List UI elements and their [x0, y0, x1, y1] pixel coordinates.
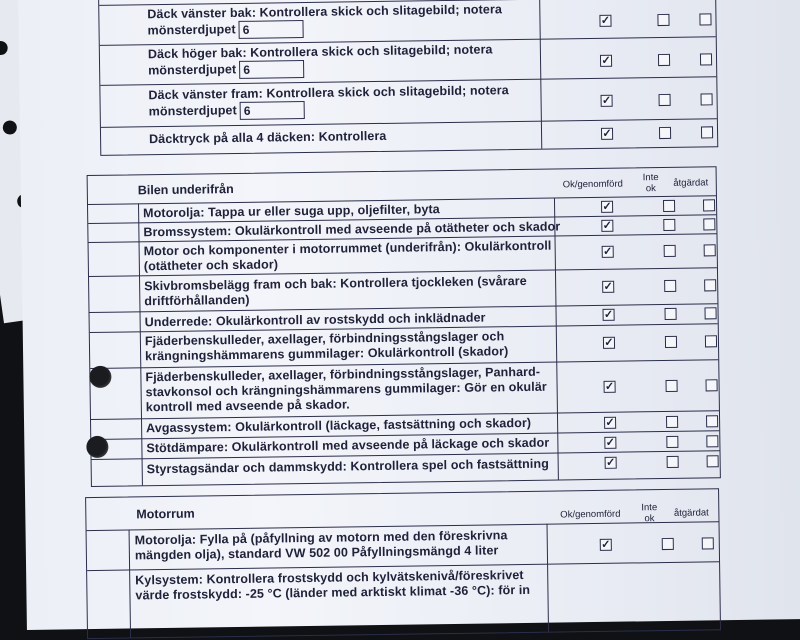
ok-checkbox[interactable]: ✓ — [601, 538, 611, 551]
atgardat-checkbox[interactable] — [704, 244, 716, 256]
ok-checkbox[interactable]: ✓ — [600, 14, 611, 27]
section-title: Motorrum — [136, 506, 195, 522]
ok-checkbox[interactable]: ✓ — [601, 94, 612, 107]
col-header-atgardat: åtgärdat — [673, 177, 709, 189]
check-item-label: Fjäderbenskulleder, axellager, förbindningsstångslager, Panhard- stavkonsol och krängningshämmarens gummilager: Gör en okulär kontroll med avseende på skador. — [145, 364, 547, 415]
atgardat-checkbox[interactable] — [701, 93, 713, 105]
ok-checkbox[interactable]: ✓ — [605, 416, 615, 429]
check-item-label: Motor och komponenter i motorrummet (underifrån): Okulärkontroll (otätheter och skador) — [143, 238, 552, 274]
inte-ok-checkbox[interactable] — [666, 416, 678, 428]
tread-depth-field[interactable]: 6 — [239, 60, 304, 79]
atgardat-checkbox[interactable] — [701, 126, 713, 138]
ok-checkbox[interactable]: ✓ — [601, 54, 611, 67]
inte-ok-checkbox[interactable] — [659, 94, 671, 106]
ok-checkbox[interactable]: ✓ — [605, 456, 616, 469]
ok-checkbox[interactable]: ✓ — [604, 336, 614, 349]
inte-ok-checkbox[interactable] — [662, 538, 674, 550]
atgardat-checkbox[interactable] — [705, 335, 717, 347]
atgardat-checkbox[interactable] — [699, 13, 711, 25]
inte-ok-checkbox[interactable] — [664, 245, 676, 257]
check-item-label: Stötdämpare: Okulärkontroll med avseende på läckage och skador — [146, 435, 550, 456]
col-header-ok: Ok/genomförd — [560, 508, 621, 521]
check-item-label: Motorolja: Tappa ur eller suga upp, oljefilter, byta — [143, 202, 440, 221]
ok-checkbox[interactable]: ✓ — [603, 280, 613, 293]
atgardat-checkbox[interactable] — [704, 307, 716, 319]
col-header-ok: Ok/genomförd — [562, 178, 623, 191]
col-header-atgardat: åtgärdat — [673, 507, 709, 519]
check-item-label: Kylsystem: Kontrollera frostskydd och kylvätskenivå/föreskrivet värde frostskydd: -25 °C (länder med arktiskt klimat -36 °C): för in — [135, 567, 531, 603]
check-item-label: Styrstagsändar och dammskydd: Kontrollera spel och fastsättning — [146, 456, 549, 477]
col-header-inte-ok: Inte ok — [642, 172, 659, 195]
atgardat-checkbox[interactable] — [702, 537, 714, 549]
punch-hole — [2, 120, 18, 136]
atgardat-checkbox[interactable] — [706, 415, 718, 427]
ok-checkbox[interactable]: ✓ — [603, 245, 613, 258]
section-title: Bilen underifrån — [137, 182, 234, 198]
inte-ok-checkbox[interactable] — [667, 456, 679, 468]
underbody-section — [87, 166, 721, 487]
ok-checkbox[interactable]: ✓ — [602, 219, 613, 232]
atgardat-checkbox[interactable] — [700, 53, 712, 65]
atgardat-checkbox[interactable] — [706, 435, 718, 447]
inte-ok-checkbox[interactable] — [657, 14, 669, 26]
inte-ok-checkbox[interactable] — [665, 308, 677, 320]
ok-checkbox[interactable]: ✓ — [605, 436, 616, 449]
tread-depth-field[interactable]: 6 — [239, 20, 304, 39]
tread-depth-field[interactable]: 6 — [240, 101, 305, 120]
inspection-form-page — [18, 0, 800, 630]
check-item-label: Bromssystem: Okulärkontroll med avseende på otätheter och skador — [143, 219, 561, 240]
tire-row-label: Däck vänster bak: Kontrollera skick och slitagebild; notera mönsterdjupet 6 — [147, 2, 503, 38]
inte-ok-checkbox[interactable] — [663, 200, 675, 212]
punch-hole — [0, 40, 9, 56]
atgardat-checkbox[interactable] — [703, 218, 715, 230]
inte-ok-checkbox[interactable] — [659, 127, 671, 139]
col-header-inte-ok: Inte ok — [641, 502, 658, 525]
inte-ok-checkbox[interactable] — [664, 280, 676, 292]
check-item-label: Avgassystem: Okulärkontroll (läckage, fastsättning och skador) — [146, 415, 532, 436]
tire-row-label: Däck höger bak: Kontrollera skick och slitagebild; notera mönsterdjupet 6 — [147, 42, 493, 78]
check-item-label: Underrede: Okulärkontroll av rostskydd och inklädnader — [144, 310, 486, 330]
ok-checkbox[interactable]: ✓ — [602, 127, 612, 140]
inte-ok-checkbox[interactable] — [658, 54, 670, 66]
tire-row-label: Däcktryck på alla 4 däcken: Kontrollera — [148, 128, 387, 147]
ok-checkbox[interactable]: ✓ — [602, 200, 612, 213]
tire-section — [98, 0, 719, 156]
engine-bay-section — [85, 488, 721, 639]
inte-ok-checkbox[interactable] — [665, 336, 677, 348]
atgardat-checkbox[interactable] — [703, 199, 715, 211]
ok-checkbox[interactable]: ✓ — [604, 380, 615, 393]
inte-ok-checkbox[interactable] — [666, 436, 678, 448]
check-item-label: Motorolja: Fylla på (påfyllning av motorn med den föreskrivna mängden olja), standard VW 502 00 Påfyllningsmängd 4 liter — [134, 528, 508, 563]
atgardat-checkbox[interactable] — [704, 279, 716, 291]
atgardat-checkbox[interactable] — [706, 379, 718, 391]
check-item-label: Skivbromsbelägg fram och bak: Kontrollera tjockleken (svårare driftförhållanden) — [144, 273, 527, 309]
atgardat-checkbox[interactable] — [707, 455, 719, 467]
inte-ok-checkbox[interactable] — [663, 219, 675, 231]
tire-row-label: Däck vänster fram: Kontrollera skick och slitagebild; notera mönsterdjupet 6 — [148, 83, 509, 119]
inte-ok-checkbox[interactable] — [666, 380, 678, 392]
check-item-label: Fjäderbenskulleder, axellager, förbindningsstångslager och krängningshämmarens gummilager: Okulärkontroll (skador) — [144, 329, 509, 364]
ok-checkbox[interactable]: ✓ — [603, 308, 614, 321]
